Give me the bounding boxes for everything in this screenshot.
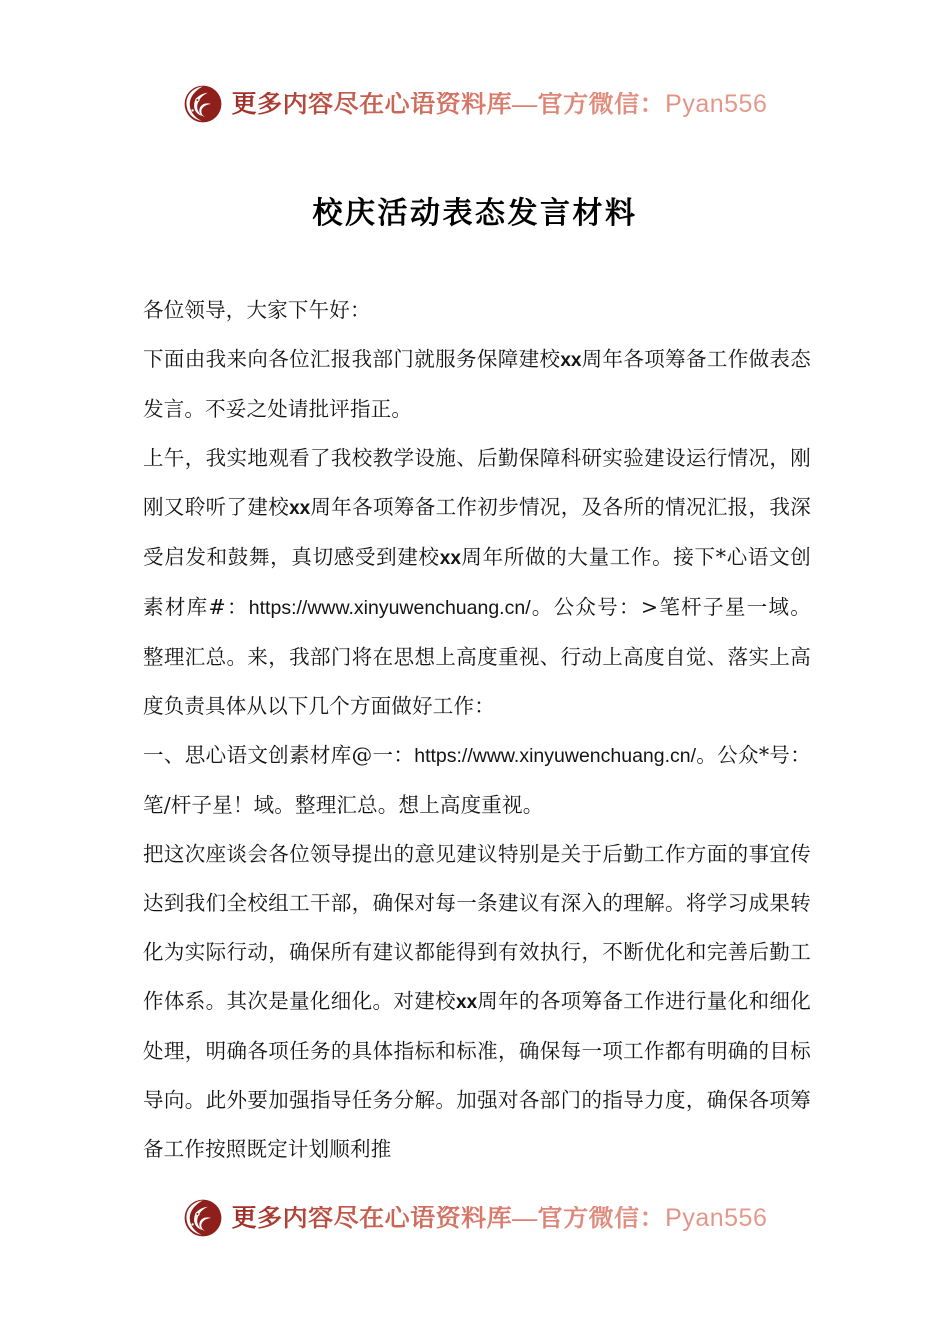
watermark-footer	[0, 1198, 950, 1238]
watermark-text: 更多内容尽在心语资料库—官方微信：Pyan556	[231, 1203, 768, 1232]
inline-placeholder: xx	[439, 548, 461, 569]
inline-text: 周年各项筹备工作初步情况，及各所的情况汇报，我深受启发和鼓舞，真切感受到建校	[143, 495, 811, 569]
paragraph-intro	[143, 335, 811, 434]
paragraph-morning-observation	[143, 434, 811, 731]
watermark-header	[0, 84, 950, 124]
inline-text: 上午，我实地观看了我校教学设施、后勤保障科研实验建设运行情况，刚刚又聆听了建校	[143, 446, 811, 519]
paragraph-section-one-detail	[143, 830, 811, 1174]
inline-text: 。公众*号：笔/杆子星！域。整理汇总。想上高度重视。	[143, 743, 811, 817]
inline-text: 周年各项筹备工作做表态发言。不妥之处请批评指正。	[143, 347, 811, 421]
paragraph-greeting	[143, 286, 811, 335]
inline-text: 把这次座谈会各位领导提出的意见建议特别是关于后勤工作方面的事宜传达到我们全校组工干部，确保对每一条建议有深入的理解。将学习成果转化为实际行动，确保所有建议都能得到有效执行，不断优化和完善后勤工作体系。其次是量化细化。对建校	[143, 842, 811, 1013]
inline-text: 周年的各项筹备工作进行量化和细化处理，明确各项任务的具体指标和标准，确保每一项工作都有明确的目标导向。此外要加强指导任务分解。加强对各部门的指导力度，确保各项筹备工作按照既定计划顺利推	[143, 989, 812, 1161]
inline-url: https://www.xinyuwenchuang.cn/	[248, 597, 531, 619]
paragraph-section-one	[143, 731, 811, 830]
circular-swirl-logo-icon	[183, 1198, 223, 1238]
inline-text: 各位领导，大家下午好：	[143, 298, 371, 322]
watermark-text: 更多内容尽在心语资料库—官方微信：Pyan556	[231, 89, 768, 118]
document-body	[143, 286, 811, 1174]
inline-text: 。公众号：>笔杆子星一域。整理汇总。来，我部门将在思想上高度重视、行动上高度自觉、落实上高度负责具体从以下几个方面做好工作：	[143, 595, 811, 718]
inline-placeholder: xx	[289, 498, 311, 519]
inline-url: https://www.xinyuwenchuang.cn/	[414, 745, 697, 767]
page-title: 校庆活动表态发言材料	[312, 196, 638, 232]
inline-placeholder: xx	[560, 350, 582, 371]
inline-text: 一、思心语文创素材库@一：	[143, 743, 415, 767]
inline-text: 下面由我来向各位汇报我部门就服务保障建校	[143, 347, 561, 371]
circular-swirl-logo-icon	[183, 84, 223, 124]
inline-text: 周年所做的大量工作。接下*心语文创素材库#：	[143, 545, 811, 619]
inline-placeholder: xx	[456, 992, 478, 1013]
